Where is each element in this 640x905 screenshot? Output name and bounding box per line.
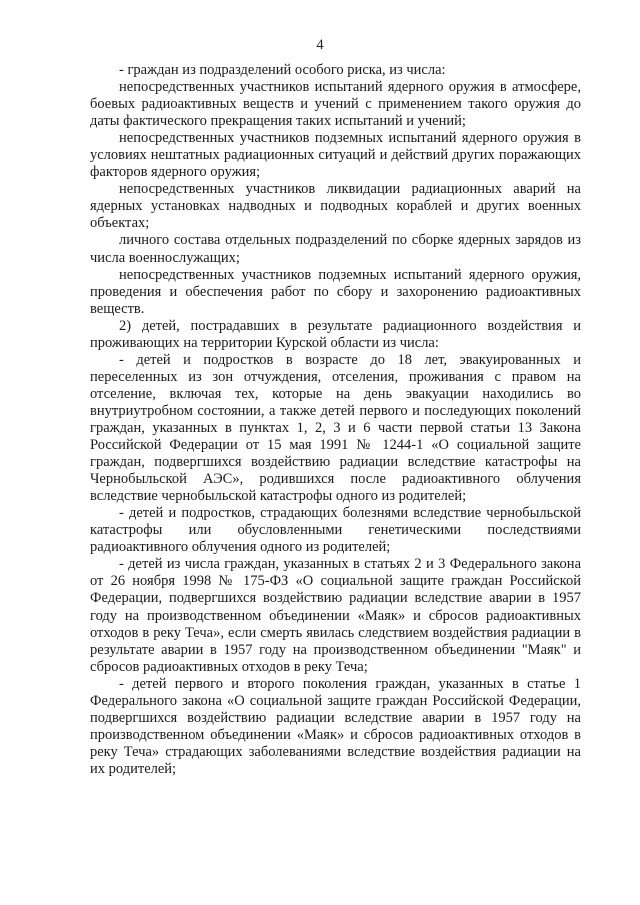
paragraph-underground-tests-emergency: непосредственных участников подземных испытаний ядерного оружия в условиях нештатных радиационных ситуаций и действий других поражающих факторов ядерного оружия; <box>90 130 581 181</box>
document-body <box>90 62 581 778</box>
paragraph-affected-children: 2) детей, пострадавших в результате радиационного воздействия и проживающих на территории Курской области из числа: <box>90 317 581 351</box>
paragraph-atmospheric-tests: непосредственных участников испытаний ядерного оружия в атмосфере, боевых радиоактивных веществ и учений с применением такого оружия до даты фактического прекращения таких испытаний и учений; <box>90 79 581 130</box>
page-number: 4 <box>316 37 324 53</box>
paragraph-children-mayak-victims: - детей из числа граждан, указанных в статьях 2 и 3 Федерального закона от 26 ноября 1998 № 175-ФЗ «О социальной защите граждан Российской Федерации, подвергшихся воздействию радиации вследствие аварии в 1957 году на производственном объединении «Маяк» и сбросов радиоактивных отходов в реку Теча», если смерть явилась следствием воздействия радиации в результате аварии в 1957 году на производственном объединении "Маяк" и сбросов радиоактивных отходов в реку Теча; <box>90 556 581 675</box>
paragraph-children-mayak-generations: - детей первого и второго поколения граждан, указанных в статье 1 Федерального закона «О социальной защите граждан Российской Федерации, подвергшихся воздействию радиации вследствие аварии в 1957 году на производственном объединении «Маяк» и сбросов радиоактивных отходов в реку Теча» страдающих заболеваниями вследствие воздействия радиации на их родителей; <box>90 675 581 777</box>
paragraph-children-chernobyl-illness: - детей и подростков, страдающих болезнями вследствие чернобыльской катастрофы или обусловленными генетическими последствиями радиоактивного облучения одного из родителей; <box>90 505 581 556</box>
paragraph-assembly-personnel: личного состава отдельных подразделений по сборке ядерных зарядов из числа военнослужащих; <box>90 232 581 266</box>
paragraph-special-risk-units: - граждан из подразделений особого риска, из числа: <box>119 62 446 78</box>
paragraph-accident-liquidation: непосредственных участников ликвидации радиационных аварий на ядерных установках надводных и подводных кораблей и других военных объектах; <box>90 181 581 232</box>
paragraph-underground-tests-disposal: непосредственных участников подземных испытаний ядерного оружия, проведения и обеспечения работ по сбору и захоронению радиоактивных веществ. <box>90 266 581 317</box>
paragraph-evacuated-children: - детей и подростков в возрасте до 18 лет, эвакуированных и переселенных из зон отчуждения, отселения, проживания с правом на отселение, включая тех, которые на день эвакуации находились во внутриутробном состоянии, а также детей первого и последующих поколений граждан, указанных в пунктах 1, 2, 3 и 6 части первой статьи 13 Закона Российской Федерации от 15 мая 1991 № 1244-1 «О социальной защите граждан, подвергшихся воздействию радиации вследствие катастрофы на Чернобыльской АЭС», родившихся после радиоактивного облучения вследствие чернобыльской катастрофы одного из родителей; <box>90 351 581 505</box>
